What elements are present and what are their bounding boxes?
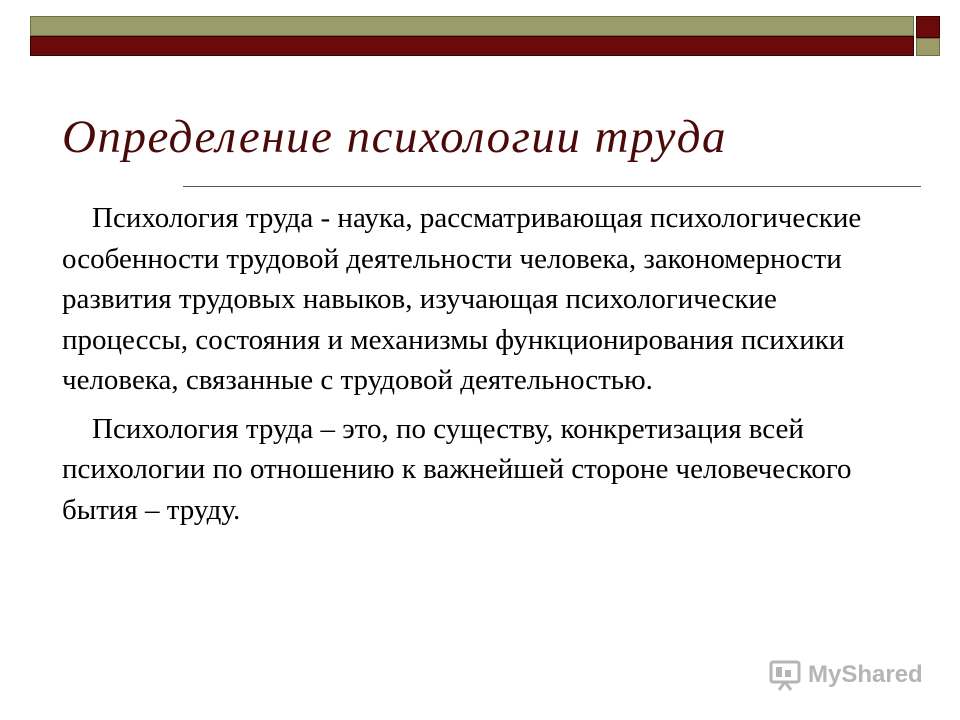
paragraph-summary: Психология труда – это, по существу, конкретизация всей психологии по отношению к важнейшей стороне человеческого бытия – труду.	[62, 412, 852, 526]
watermark-text: MyShared	[808, 661, 923, 688]
header-square-olive	[916, 38, 940, 56]
paragraph-definition: Психология труда - наука, рассматривающая психологические особенности трудовой деятельности человека, закономерности развития трудовых навыков, изучающая психологические процессы, состояния и механизмы функционирования психики человека, связанные с трудовой деятельностью.	[62, 202, 862, 396]
title-underline	[183, 186, 921, 187]
header-bar-maroon	[30, 36, 914, 56]
header-bar-olive	[30, 16, 914, 36]
watermark	[768, 657, 923, 693]
header-square-maroon	[916, 16, 940, 38]
slide-body	[62, 198, 882, 530]
slide-title: Определение психологии труда	[62, 111, 727, 163]
presentation-board-icon	[768, 658, 802, 692]
